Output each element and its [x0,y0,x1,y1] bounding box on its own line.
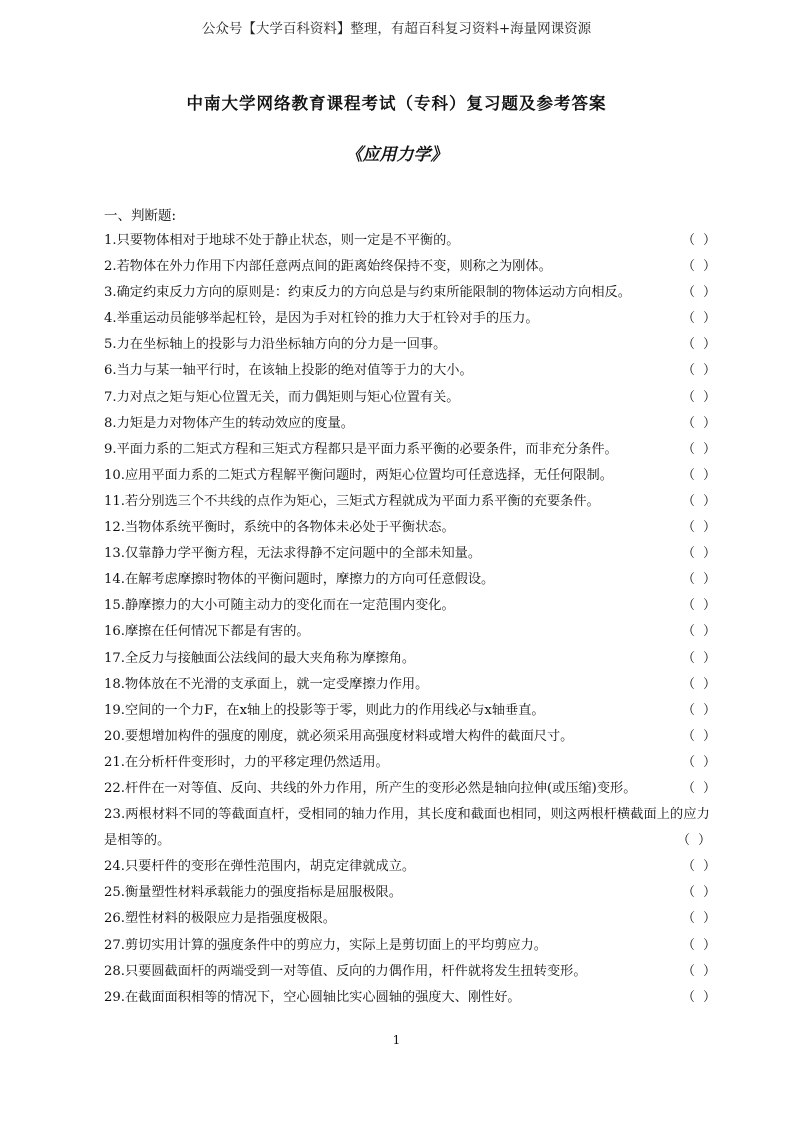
question-item [104,985,716,1011]
document-title: 中南大学网络教育课程考试（专科）复习题及参考答案 [186,94,607,113]
paren-open: （ [682,285,696,301]
paren-open: （ [682,624,696,640]
question-text: 12.当物体系统平衡时，系统中的各物体未必处于平衡状态。 [104,520,455,536]
question-item [104,880,716,906]
answer-blank[interactable] [682,541,716,567]
answer-blank[interactable] [682,880,716,906]
question-text: 2.若物体在外力作用下内部任意两点间的距离始终保持不变，则称之为刚体。 [104,259,552,275]
answer-blank[interactable] [682,332,716,358]
answer-blank[interactable] [682,228,716,254]
question-text: 24.只要杆件的变形在弹性范围内，胡克定律就成立。 [104,859,416,875]
paren-close: ） [702,728,716,744]
question-text: 10.应用平面力系的二矩式方程解平衡问题时，两矩心位置均可任意选择，无任何限制。 [104,467,613,483]
question-text: 20.要想增加构件的强度的刚度，就必须采用高强度材料或增大构件的截面尺寸。 [104,728,574,744]
paren-open: （ [682,780,696,796]
paren-open: （ [682,885,696,901]
paren-open: （ [682,650,696,666]
paren-open: （ [682,546,696,562]
paren-close: ） [702,859,716,875]
answer-blank[interactable] [682,619,716,645]
header-note: 公众号【大学百科资料】整理，有超百科复习资料+海量网课资源 [201,21,592,37]
paren-close: ） [702,598,716,614]
paren-close: ） [702,572,716,588]
answer-blank[interactable] [682,489,716,515]
paren-close: ） [702,389,716,405]
paren-close: ） [702,676,716,692]
question-item [104,280,716,306]
paren-close: ） [702,311,716,327]
paren-open: （ [682,676,696,692]
question-item [104,332,716,358]
question-text: 8.力矩是力对物体产生的转动效应的度量。 [104,415,354,431]
paren-open: （ [682,337,696,353]
paren-open: （ [682,963,696,979]
answer-blank[interactable] [682,933,716,959]
question-text: 1.只要物体相对于地球不处于静止状态，则一定是不平衡的。 [104,233,460,248]
paren-close: ） [702,259,716,275]
paren-open: （ [682,911,696,927]
question-text: 14.在解考虑摩擦时物体的平衡问题时，摩擦力的方向可任意假设。 [104,572,495,588]
paren-close: ） [702,285,716,301]
answer-blank[interactable] [682,698,716,724]
answer-blank[interactable] [682,672,716,698]
question-item [104,593,716,619]
paren-close: ） [702,624,716,640]
answer-blank[interactable] [682,646,716,672]
paren-open: （ [682,259,696,275]
question-text: 15.静摩擦力的大小可随主动力的变化而在一定范围内变化。 [104,598,455,614]
answer-blank[interactable] [682,567,716,593]
question-item [104,906,716,932]
question-item [104,802,716,854]
paren-close: ） [702,493,716,509]
question-item [104,776,716,802]
answer-blank[interactable] [677,828,711,854]
paren-open: （ [682,859,696,875]
answer-blank[interactable] [682,411,716,437]
question-item [104,463,716,489]
paren-open: （ [677,833,691,849]
answer-blank[interactable] [682,306,716,332]
paren-close: ） [697,833,711,849]
question-text: 11.若分别选三个不共线的点作为矩心，三矩式方程就成为平面力系平衡的充要条件。 [104,493,600,509]
document-subtitle: 《应用力学》 [345,145,448,165]
question-text: 3.确定约束反力方向的原则是：约束反力的方向总是与约束所能限制的物体运动方向相反。 [104,285,631,301]
question-list [104,228,716,1011]
question-text: 21.在分析杆件变形时，力的平移定理仍然适用。 [104,754,389,770]
answer-blank[interactable] [682,906,716,932]
paren-open: （ [682,937,696,953]
paren-open: （ [682,598,696,614]
question-item [104,933,716,959]
question-item [104,854,716,880]
paren-open: （ [682,989,696,1005]
paren-open: （ [682,415,696,431]
paren-close: ） [702,363,716,379]
question-text: 6.当力与某一轴平行时，在该轴上投影的绝对值等于力的大小。 [104,363,473,379]
question-item [104,724,716,750]
paren-open: （ [682,520,696,536]
paren-close: ） [702,520,716,536]
question-text: 17.全反力与接触面公法线间的最大夹角称为摩擦角。 [104,650,416,666]
answer-blank[interactable] [682,385,716,411]
question-item [104,411,716,437]
paren-close: ） [702,702,716,718]
answer-blank[interactable] [682,776,716,802]
question-text: 28.只要圆截面杆的两端受到一对等值、反向的力偶作用，杆件就将发生扭转变形。 [104,963,587,979]
question-item [104,437,716,463]
answer-blank[interactable] [682,254,716,280]
answer-blank[interactable] [682,750,716,776]
question-item [104,698,716,724]
paren-open: （ [682,572,696,588]
paren-close: ） [702,989,716,1005]
paren-close: ） [702,546,716,562]
answer-blank[interactable] [682,593,716,619]
paren-open: （ [682,493,696,509]
paren-open: （ [682,311,696,327]
question-item [104,619,716,645]
paren-close: ） [702,885,716,901]
question-item [104,959,716,985]
question-text: 26.塑性材料的极限应力是指强度极限。 [104,911,336,927]
paren-open: （ [682,754,696,770]
paren-close: ） [702,337,716,353]
paren-open: （ [682,467,696,483]
question-item [104,750,716,776]
answer-blank[interactable] [682,463,716,489]
paren-close: ） [702,233,716,248]
question-text: 7.力对点之矩与矩心位置无关，而力偶矩则与矩心位置有关。 [104,389,460,405]
question-item [104,567,716,593]
question-text: 18.物体放在不光滑的支承面上，就一定受摩擦力作用。 [104,676,429,692]
paren-close: ） [702,911,716,927]
paren-open: （ [682,441,696,457]
question-text: 23.两根材料不同的等截面直杆，受相同的轴力作用，其长度和截面也相同，则这两根杆横截面上的应力是相等的。 [104,807,710,849]
paren-close: ） [702,441,716,457]
paren-close: ） [702,963,716,979]
question-text: 16.摩擦在任何情况下都是有害的。 [104,624,310,640]
question-text: 29.在截面面积相等的情况下，空心圆轴比实心圆轴的强度大、刚性好。 [104,989,521,1005]
paren-open: （ [682,728,696,744]
question-text: 13.仅靠静力学平衡方程，无法求得静不定问题中的全部未知量。 [104,546,482,562]
answer-blank[interactable] [682,985,716,1011]
paren-close: ） [702,780,716,796]
section-heading: 一、判断题: [104,208,177,224]
question-item [104,541,716,567]
answer-blank[interactable] [682,959,716,985]
answer-blank[interactable] [682,437,716,463]
question-text: 22.杆件在一对等值、反向、共线的外力作用，所产生的变形必然是轴向拉伸(或压缩)变形。 [104,780,637,796]
question-item [104,489,716,515]
question-item [104,228,716,254]
answer-blank[interactable] [682,280,716,306]
paren-open: （ [682,233,696,248]
question-item [104,254,716,280]
question-item [104,646,716,672]
paren-open: （ [682,389,696,405]
paren-close: ） [702,937,716,953]
question-item [104,358,716,384]
answer-blank[interactable] [682,358,716,384]
question-item [104,672,716,698]
question-text: 19.空间的一个力F，在x轴上的投影等于零，则此力的作用线必与x轴垂直。 [104,702,545,718]
paren-close: ） [702,467,716,483]
paren-close: ） [702,415,716,431]
question-item [104,515,716,541]
paren-open: （ [682,702,696,718]
paren-close: ） [702,754,716,770]
question-text: 5.力在坐标轴上的投影与力沿坐标轴方向的分力是一回事。 [104,337,447,353]
answer-blank[interactable] [682,515,716,541]
question-item [104,385,716,411]
paren-open: （ [682,363,696,379]
question-text: 4.举重运动员能够举起杠铃，是因为手对杠铃的推力大于杠铃对手的压力。 [104,311,539,327]
paren-close: ） [702,650,716,666]
page-number: 1 [392,1033,401,1047]
answer-blank[interactable] [682,724,716,750]
answer-blank[interactable] [682,854,716,880]
question-text: 27.剪切实用计算的强度条件中的剪应力，实际上是剪切面上的平均剪应力。 [104,937,547,953]
question-text: 25.衡量塑性材料承载能力的强度指标是屈服极限。 [104,885,402,901]
question-text: 9.平面力系的二矩式方程和三矩式方程都只是平面力系平衡的必要条件，而非充分条件。 [104,441,618,457]
question-item [104,306,716,332]
